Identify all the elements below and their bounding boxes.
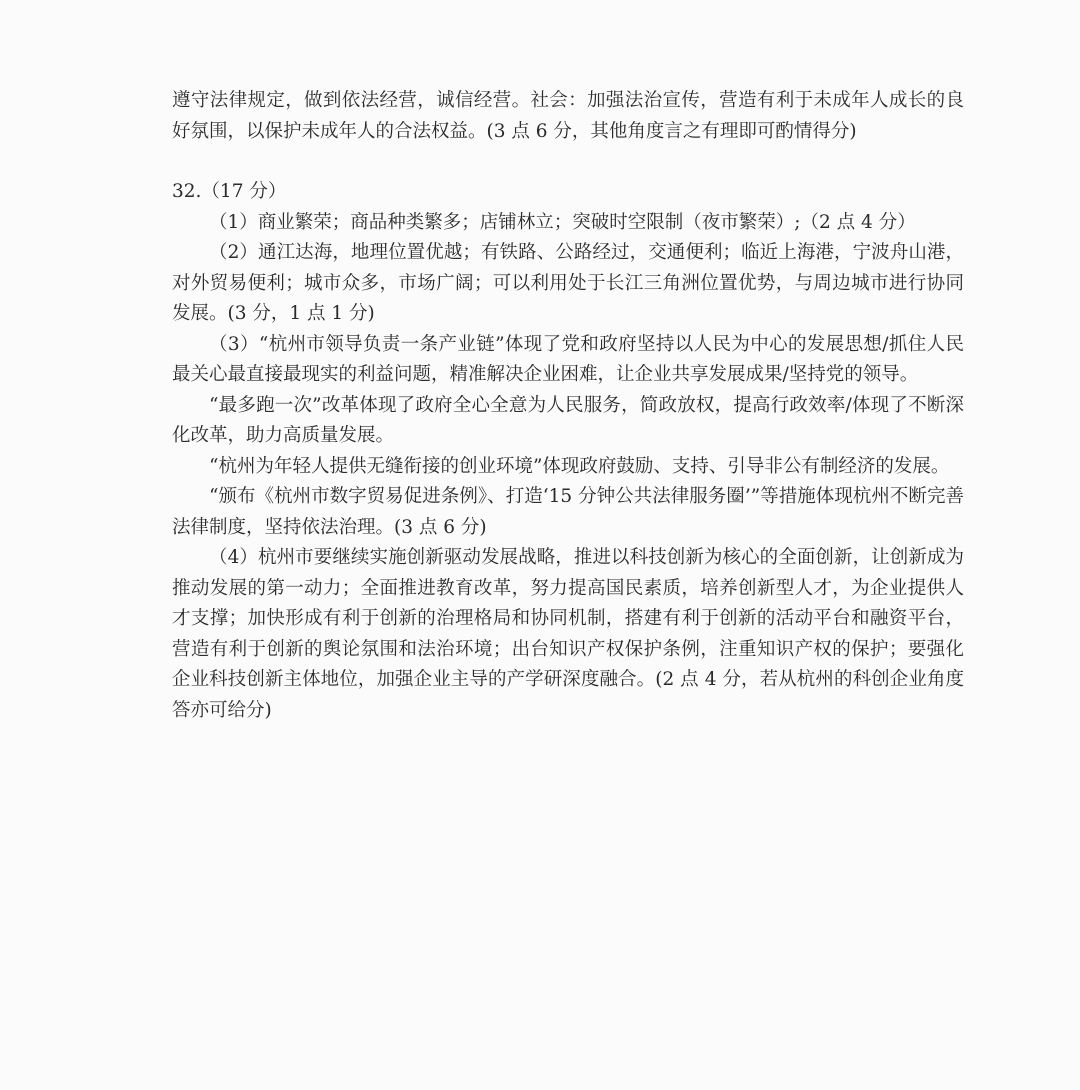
intro-paragraph: 遵守法律规定，做到依法经营，诚信经营。社会：加强法治宣传，营造有利于未成年人成长的良好氛围，以保护未成年人的合法权益。(3 点 6 分，其他角度言之有理即可酌情得分)	[172, 90, 964, 142]
answer-part-2: （2）通江达海，地理位置优越；有铁路、公路经过，交通便利；临近上海港，宁波舟山港，对外贸易便利；城市众多，市场广阔；可以利用处于长江三角洲位置优势，与周边城市进行协同发展。(3 分，1 点 1 分)	[172, 242, 964, 324]
answer-text-block	[172, 86, 964, 726]
answer-part-3-paragraph-2: “最多跑一次”改革体现了政府全心全意为人民服务，简政放权，提高行政效率/体现了不断深化改革，助力高质量发展。	[172, 394, 964, 446]
answer-part-1: （1）商业繁荣；商品种类繁多；店铺林立；突破时空限制（夜市繁荣）;（2 点 4 分）	[209, 211, 916, 233]
answer-part-4: （4）杭州市要继续实施创新驱动发展战略，推进以科技创新为核心的全面创新，让创新成为推动发展的第一动力；全面推进教育改革，努力提高国民素质，培养创新型人才，为企业提供人才支撑；加快形成有利于创新的治理格局和协同机制，搭建有利于创新的活动平台和融资平台，营造有利于创新的舆论氛围和法治环境；出台知识产权保护条例，注重知识产权的保护；要强化企业科技创新主体地位，加强企业主导的产学研深度融合。(2 点 4 分，若从杭州的科创企业角度答亦可给分)	[172, 547, 964, 721]
answer-part-3-paragraph-1: （3）“杭州市领导负责一条产业链”体现了党和政府坚持以人民为中心的发展思想/抓住人民最关心最直接最现实的利益问题，精准解决企业困难，让企业共享发展成果/坚持党的领导。	[172, 333, 964, 385]
question-32-heading: 32.（17 分）	[172, 181, 287, 202]
answer-part-3-paragraph-4: “颁布《杭州市数字贸易促进条例》、打造‘15 分钟公共法律服务圈’”等措施体现杭州不断完善法律制度，坚持依法治理。(3 点 6 分)	[172, 486, 964, 538]
answer-part-3-paragraph-3: “杭州为年轻人提供无缝衔接的创业环境”体现政府鼓励、支持、引导非公有制经济的发展。	[209, 455, 950, 477]
